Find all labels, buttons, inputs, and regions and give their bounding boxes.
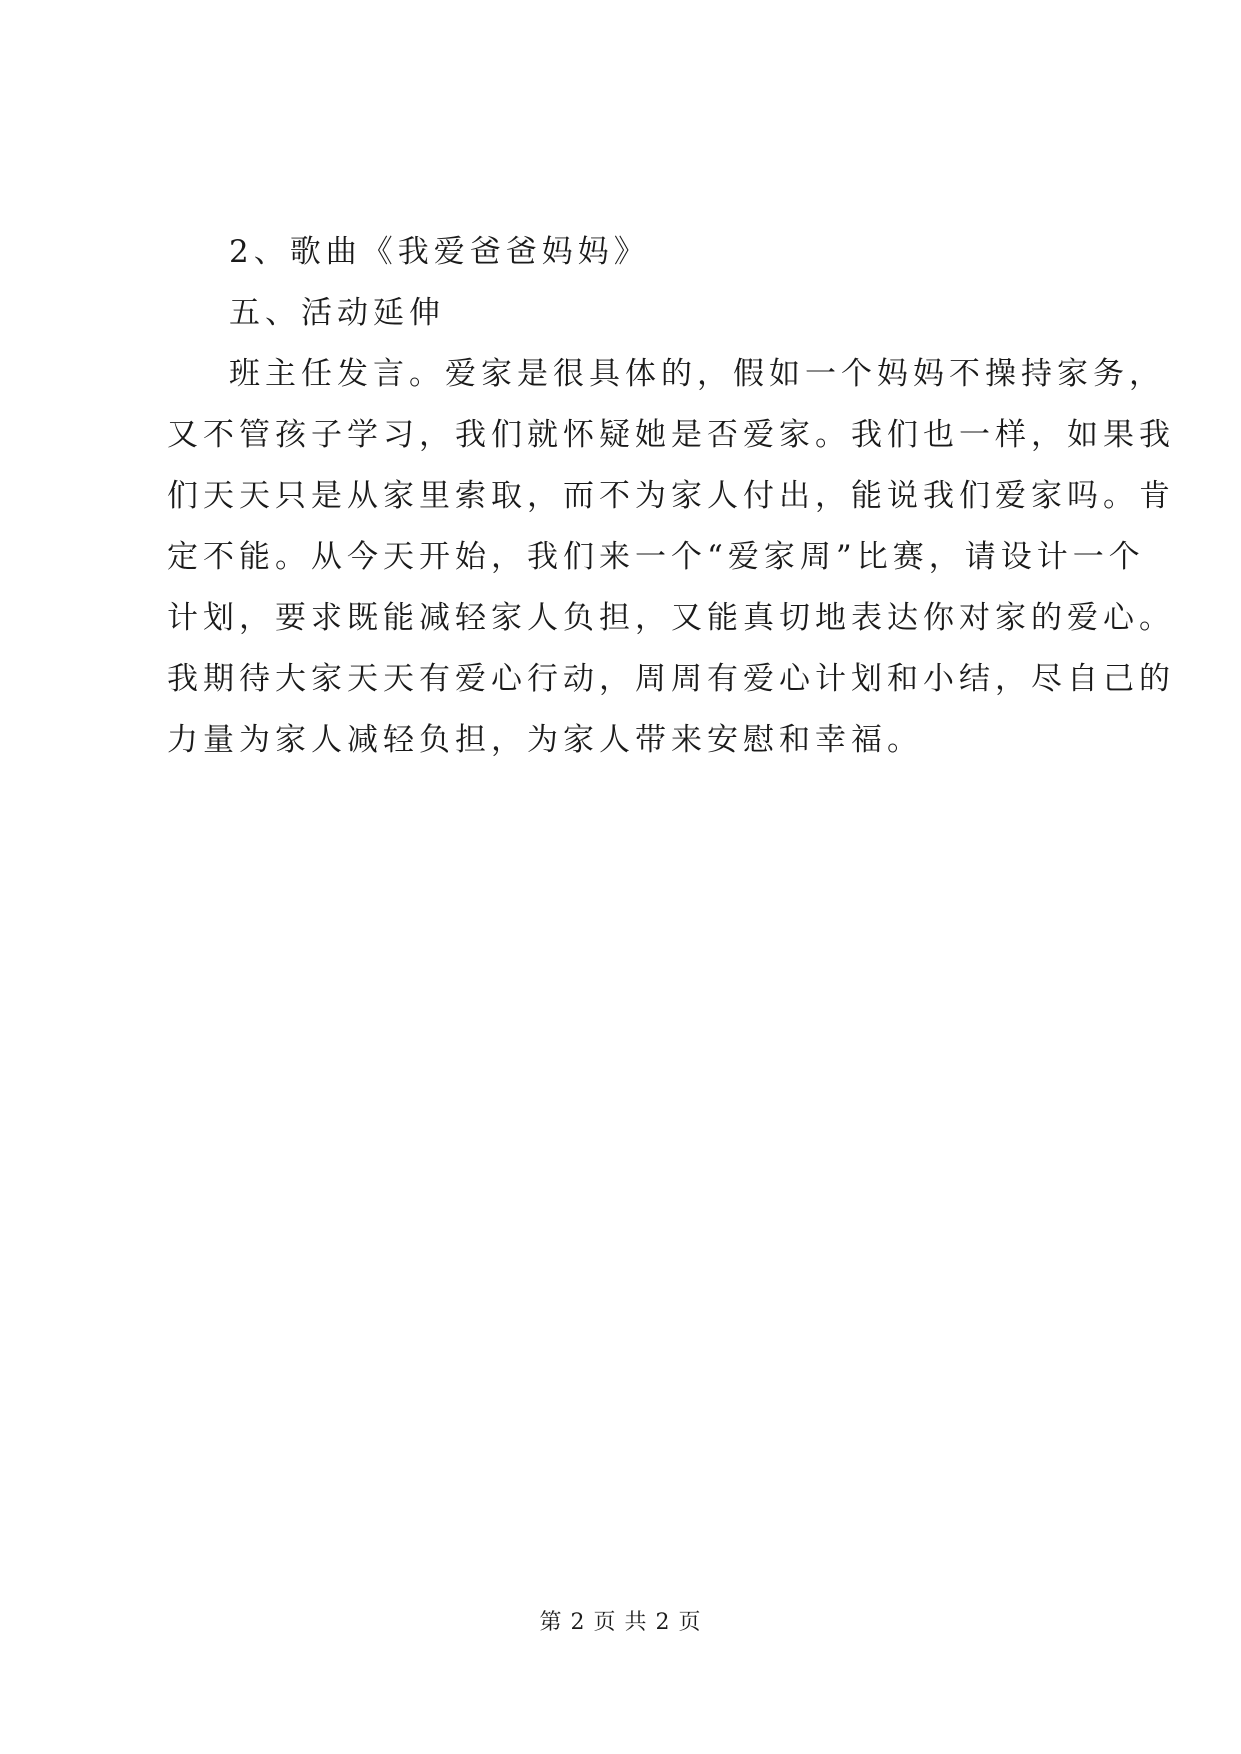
paragraph-line: 们天天只是从家里索取，而不为家人付出，能说我们爱家吗。肯: [167, 478, 1175, 514]
page-number-footer: 第 2 页 共 2 页: [539, 1610, 702, 1635]
paragraph-line: 定不能。从今天开始，我们来一个“爱家周”比赛，请设计一个: [167, 539, 1145, 575]
song-item: 2、歌曲《我爱爸爸妈妈》: [229, 234, 650, 270]
paragraph-line: 班主任发言。爱家是很具体的，假如一个妈妈不操持家务，: [229, 356, 1165, 392]
paragraph-line: 计划，要求既能减轻家人负担，又能真切地表达你对家的爱心。: [167, 600, 1175, 636]
paragraph-line: 我期待大家天天有爱心行动，周周有爱心计划和小结，尽自己的: [167, 661, 1175, 697]
section-heading: 五、活动延伸: [229, 295, 445, 331]
paragraph-line: 力量为家人减轻负担，为家人带来安慰和幸福。: [167, 722, 923, 758]
paragraph-line: 又不管孩子学习，我们就怀疑她是否爱家。我们也一样，如果我: [167, 417, 1175, 453]
